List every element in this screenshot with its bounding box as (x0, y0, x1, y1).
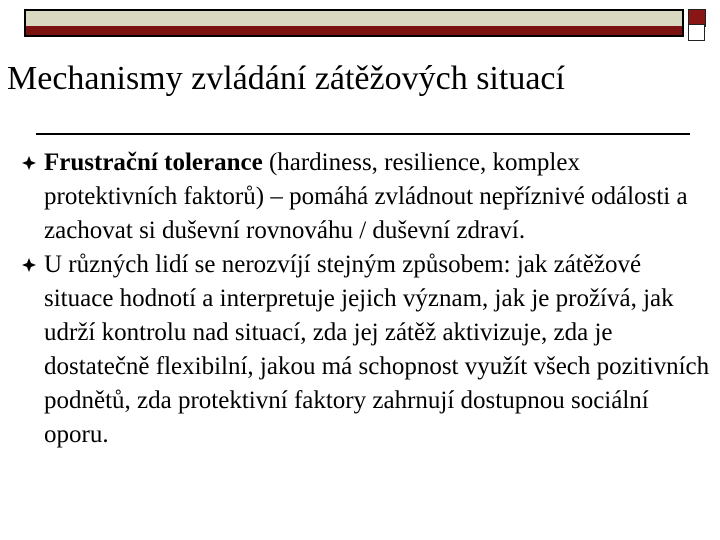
slide-title: Mechanismy zvládání zátěžových situací (7, 60, 565, 97)
bullet-text: U různých lidí se nerozvíjí stejným způsobem: jak zátěžové situace hodnotí a interpretuje jejich význam, jak je prožívá, jak udrží kontrolu nad situací, zda jej zátěž aktivizuje, zda je dostatečně flexibilní, jakou má schopnost využít všech pozitivních podnětů, zda protektivní faktory zahrnují dostupnou sociální oporu. (44, 251, 710, 448)
diamond-bullet-icon (22, 156, 36, 170)
diamond-bullet-icon (22, 258, 36, 272)
list-item (0, 146, 720, 248)
list-item (0, 248, 720, 452)
bullet-text: (hardiness, resilience, komplex protektivních faktorů) – pomáhá zvládnout nepříznivé odálosti a zachovat si duševní rovnováhu / duševní zdraví. (44, 149, 688, 244)
header-decor-bar (24, 9, 684, 37)
title-divider (36, 133, 690, 135)
corner-square-outline (688, 24, 705, 41)
bullet-term: Frustrační tolerance (44, 149, 263, 176)
bullet-list (0, 146, 720, 452)
